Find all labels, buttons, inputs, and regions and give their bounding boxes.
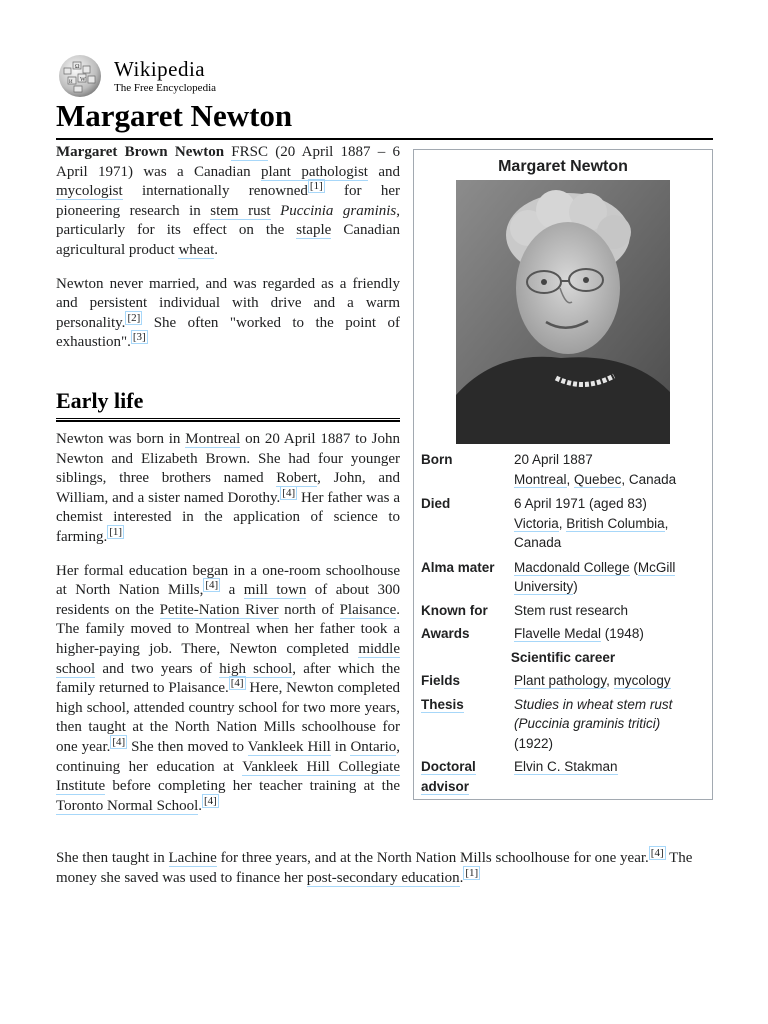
lachine-link[interactable]: Lachine <box>168 850 217 866</box>
lead-paragraph-1 <box>56 143 400 261</box>
citation-4[interactable] <box>110 735 127 749</box>
stem-rust-link[interactable]: stem rust <box>210 202 271 219</box>
citation-link[interactable]: [1] <box>309 180 323 193</box>
awards-label: Awards <box>421 626 470 641</box>
citation-4[interactable] <box>280 486 297 500</box>
plaisance-link[interactable]: Plaisance <box>339 601 397 618</box>
infobox-row-doctoral-advisor <box>414 757 712 796</box>
citation-4[interactable] <box>203 578 220 592</box>
doctoral-advisor-value <box>514 757 705 796</box>
mcgill-university-link[interactable]: McGill University <box>514 559 676 594</box>
citation-4[interactable] <box>229 676 246 690</box>
svg-text:W: W <box>80 77 86 83</box>
awards-value <box>514 624 705 644</box>
text: and <box>367 163 400 180</box>
text: . <box>198 797 203 814</box>
svg-text:Ω: Ω <box>75 64 80 70</box>
text: in <box>330 738 351 755</box>
early-life-paragraph-1 <box>56 430 400 548</box>
born-label: Born <box>421 452 453 467</box>
scientific-career-header: Scientific career <box>510 649 616 665</box>
awards-year: (1948) <box>601 626 644 641</box>
citation-3[interactable] <box>131 330 148 344</box>
elvin-stakman-link[interactable]: Elvin C. Stakman <box>514 759 618 774</box>
frsc-link[interactable]: FRSC <box>231 144 268 160</box>
thesis-year: (1922) <box>514 735 554 751</box>
text: She then taught in <box>56 850 169 866</box>
infobox-row-alma-mater <box>414 558 712 597</box>
citation-link[interactable]: [4] <box>650 847 664 859</box>
born-country: , Canada <box>621 471 677 487</box>
victoria-link[interactable]: Victoria <box>514 515 559 531</box>
page-title: Margaret Newton <box>56 96 713 140</box>
citation-1[interactable] <box>463 866 480 880</box>
fields-value: Plant pathology, mycology <box>514 673 671 688</box>
wikipedia-globe-icon <box>56 54 104 98</box>
born-date: 20 April 1887 <box>514 452 593 467</box>
died-value: 6 April 1971 (aged 83) Victoria, British Columbia, Canada <box>514 496 669 550</box>
toronto-normal-school-link[interactable]: Toronto Normal School <box>56 797 199 814</box>
citation-4[interactable] <box>649 846 666 860</box>
text: (20 April 1887 – 6 April 1971) was a Canadian <box>56 144 400 180</box>
infobox-rows <box>414 446 712 796</box>
citation-link[interactable]: [4] <box>205 579 219 592</box>
text: She then moved to <box>127 738 248 755</box>
alma-mater-value: Macdonald College (McGill University) <box>514 559 676 594</box>
infobox-row-born <box>414 450 712 489</box>
text: for three years, and at the North Nation Mills schoolhouse for one year. <box>216 850 649 866</box>
post-secondary-education-link[interactable]: post-secondary education <box>306 869 460 886</box>
text: , continuing her education at <box>56 738 401 775</box>
text: Newton never married, and was regarded as a friendly and persistent individual with drive and a warm personality. <box>56 275 400 331</box>
thesis-title: Studies in wheat stem rust (Puccinia graminis tritici) <box>514 696 673 731</box>
mill-town-link[interactable]: mill town <box>243 582 307 599</box>
doctoral-advisor-label[interactable] <box>421 757 514 796</box>
text: on 20 April 1887 to John Newton and Elizabeth Brown. She had four younger siblings, three brothers named <box>56 431 401 487</box>
infobox <box>413 149 713 800</box>
citation-link[interactable]: [1] <box>109 525 123 538</box>
text: Here, Newton completed high school, attended country school for two more years, then taught at the North Nation Mills schoolhouse for one year. <box>56 680 400 755</box>
text: north of <box>278 601 340 618</box>
known-for-label: Known for <box>421 602 488 618</box>
died-date: 6 April 1971 (aged 83) <box>514 496 647 511</box>
infobox-row-known-for <box>414 601 712 621</box>
flavelle-medal-link[interactable]: Flavelle Medal <box>514 626 602 641</box>
thesis-value <box>514 695 705 754</box>
text: . The family moved to Montreal when her father took a higher-paying job. There, Newton completed <box>56 601 400 657</box>
svg-text:И: И <box>69 80 73 85</box>
citation-link[interactable]: [4] <box>282 486 296 499</box>
text: a <box>220 582 244 599</box>
vankleek-hill-link[interactable]: Vankleek Hill <box>247 738 331 755</box>
citation-link[interactable]: [3] <box>132 331 146 344</box>
montreal-link[interactable]: Montreal <box>514 471 567 487</box>
montreal-link[interactable]: Montreal <box>185 431 241 447</box>
species-name: Puccinia graminis <box>280 202 397 219</box>
alma-mater-label: Alma mater <box>421 559 495 575</box>
text: Her father was a chemist interested in the application of science to farming. <box>56 489 400 545</box>
wheat-link[interactable]: wheat <box>178 241 215 258</box>
early-life-section <box>56 430 400 830</box>
text: Her formal education began in a one-room schoolhouse at North Nation Mills, <box>56 562 400 599</box>
text: Newton was born in <box>56 431 186 447</box>
subject-name: Margaret Brown Newton <box>56 144 225 160</box>
mycologist-link[interactable]: mycologist <box>56 183 123 200</box>
vankleek-hill-collegiate-link[interactable]: Vankleek Hill Collegiate Institute <box>56 758 400 795</box>
robert-link[interactable]: Robert <box>276 470 318 487</box>
portrait-image <box>456 180 670 444</box>
site-tagline: The Free Encyclopedia <box>114 81 217 94</box>
doctoral-advisor-link[interactable]: Doctoral advisor <box>421 759 476 794</box>
british-columbia-link[interactable]: British Columbia <box>566 515 665 531</box>
citation-4[interactable] <box>202 794 219 808</box>
site-name: Wikipedia <box>114 56 206 81</box>
infobox-row-fields <box>414 671 712 691</box>
petite-nation-river-link[interactable]: Petite-Nation River <box>159 601 279 618</box>
lead-section <box>56 143 400 367</box>
text: Canadian agricultural product <box>56 222 400 258</box>
text: . <box>214 241 219 258</box>
citation-1[interactable] <box>308 179 325 193</box>
plant-pathologist-link[interactable]: plant pathologist <box>260 163 368 180</box>
text: , after which the family returned to Plaisance. <box>56 660 400 697</box>
thesis-link[interactable]: Thesis <box>421 696 464 712</box>
text: . <box>459 869 464 886</box>
section-heading-early-life: Early life <box>56 386 400 422</box>
died-country: Canada <box>514 535 562 550</box>
citation-link[interactable]: [1] <box>465 866 479 879</box>
citation-link[interactable]: [4] <box>230 677 244 690</box>
mycology-link[interactable]: mycology <box>613 673 671 688</box>
infobox-row-awards <box>414 624 712 644</box>
macdonald-college-link[interactable]: Macdonald College <box>514 559 630 575</box>
staple-link[interactable]: staple <box>296 222 332 239</box>
infobox-title: Margaret Newton <box>498 158 628 175</box>
citation-2[interactable] <box>125 311 142 325</box>
text: of about 300 residents on the <box>56 582 400 618</box>
died-label: Died <box>421 496 451 511</box>
early-life-paragraph-2 <box>56 562 400 817</box>
site-header[interactable] <box>56 54 216 98</box>
ontario-link[interactable]: Ontario <box>350 738 397 755</box>
text: internationally renowned <box>122 183 308 200</box>
text: and two years of <box>95 660 220 677</box>
text: , John, and William, and a sister named Dorothy. <box>56 470 400 506</box>
infobox-row-died <box>414 494 712 553</box>
early-life-paragraph-3 <box>56 849 713 888</box>
high-school-link[interactable]: high school <box>219 660 293 677</box>
born-value: 20 April 1887 Montreal, Quebec, Canada <box>514 452 677 487</box>
middle-school-link[interactable]: middle school <box>56 640 400 677</box>
known-for-value: Stem rust research <box>514 602 629 618</box>
fields-label: Fields <box>421 673 461 688</box>
infobox-row-thesis <box>414 695 712 754</box>
text: , particularly for its effect on the <box>56 202 400 239</box>
text: The money she saved was used to finance her <box>56 850 693 886</box>
citation-link[interactable]: [2] <box>127 311 141 324</box>
wordmark <box>114 56 217 94</box>
thesis-label[interactable] <box>421 695 514 754</box>
citation-link[interactable]: [4] <box>112 735 126 748</box>
text: before completing her teacher training at the <box>105 778 400 795</box>
lead-paragraph-2 <box>56 275 400 353</box>
portrait-photo[interactable] <box>456 180 670 444</box>
citation-link[interactable]: [4] <box>204 794 217 807</box>
text <box>271 203 281 219</box>
text: for her pioneering research in <box>56 183 400 219</box>
plant-pathology-link[interactable]: Plant pathology <box>514 673 607 688</box>
text: She often "worked to the point of exhaustion". <box>56 314 400 351</box>
quebec-link[interactable]: Quebec <box>574 471 622 487</box>
citation-1[interactable] <box>107 525 124 539</box>
